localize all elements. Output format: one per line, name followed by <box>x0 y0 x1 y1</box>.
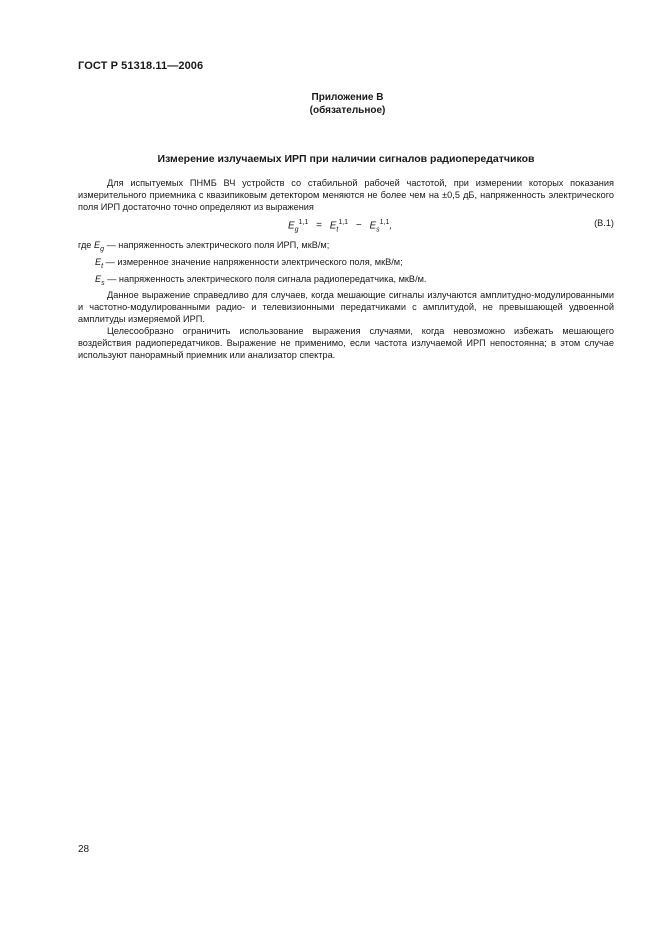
paragraph-limitation: Целесообразно ограничить использование выражения случаями, когда невозможно избежать мешающего воздействия радиопередатчиков. Выражение не применимо, если частота излучаемой ИРП непостоянна; в этом случае используют панорамный приемник или анализатор спектра. <box>78 326 614 361</box>
formula-number: (В.1) <box>594 218 614 228</box>
body-text <box>78 177 614 361</box>
formula-term2-symbol: E <box>369 220 377 232</box>
formula-term2-power: 1,1 <box>379 219 390 226</box>
formula-b1 <box>288 217 392 236</box>
formula-term1-power: 1,1 <box>338 219 349 226</box>
formula-term1-sub: t <box>336 226 339 234</box>
definition-symbol: E <box>93 240 101 250</box>
appendix-heading <box>0 91 661 117</box>
definition-prefix: где <box>78 240 94 250</box>
appendix-title: Приложение В <box>311 92 384 103</box>
definition-sub: g <box>100 245 105 253</box>
formula-lhs-symbol: E <box>288 220 295 232</box>
paragraph-validity: Данное выражение справедливо для случаев, когда мешающие сигналы излучаются амплитудно-модулированными и частотно-модулированными радио- и телевизионными передатчиками с амплитудой, не превышающей удвоенной амплитуды измеряемой ИРП. <box>78 290 614 325</box>
section-title: Измерение излучаемых ИРП при наличии сигналов радиопередатчиков <box>157 153 535 165</box>
definition-es <box>78 273 614 290</box>
definition-text: — измеренное значение напряженности электрического поля, мкВ/м; <box>103 256 403 267</box>
formula-minus: − <box>355 220 362 232</box>
definition-symbol: E <box>95 273 102 284</box>
formula-term1-symbol: E <box>329 220 337 232</box>
formula-lhs-sub: g <box>294 226 299 234</box>
formula-row <box>78 217 614 239</box>
formula-lhs-power: 1,1 <box>298 219 309 226</box>
formula-term2-sub: s <box>376 226 380 234</box>
paragraph-intro: Для испытуемых ПНМБ ВЧ устройств со стабильной рабочей частотой, при измерении которых показания измерительного приемника с квазипиковым детектором меняются не более чем на ±0,5 дБ, напряженность электрического поля ИРП достаточно точно определяют из выражения <box>78 178 614 212</box>
formula-end: , <box>389 220 393 232</box>
definition-et <box>78 256 614 273</box>
definition-text: — напряженность электрического поля ИРП, мкВ/м; <box>104 240 330 250</box>
page-number: 28 <box>78 844 90 855</box>
formula-equals: = <box>316 220 322 232</box>
definition-eg <box>78 239 614 256</box>
standard-code-header: ГОСТ Р 51318.11—2006 <box>78 60 204 72</box>
definition-sub: t <box>101 262 104 270</box>
appendix-status: (обязательное) <box>309 105 386 116</box>
definition-text: — напряженность электрического поля сигнала радиопередатчика, мкВ/м. <box>104 273 427 284</box>
definition-sub: s <box>101 279 105 287</box>
definition-symbol: E <box>95 256 102 267</box>
